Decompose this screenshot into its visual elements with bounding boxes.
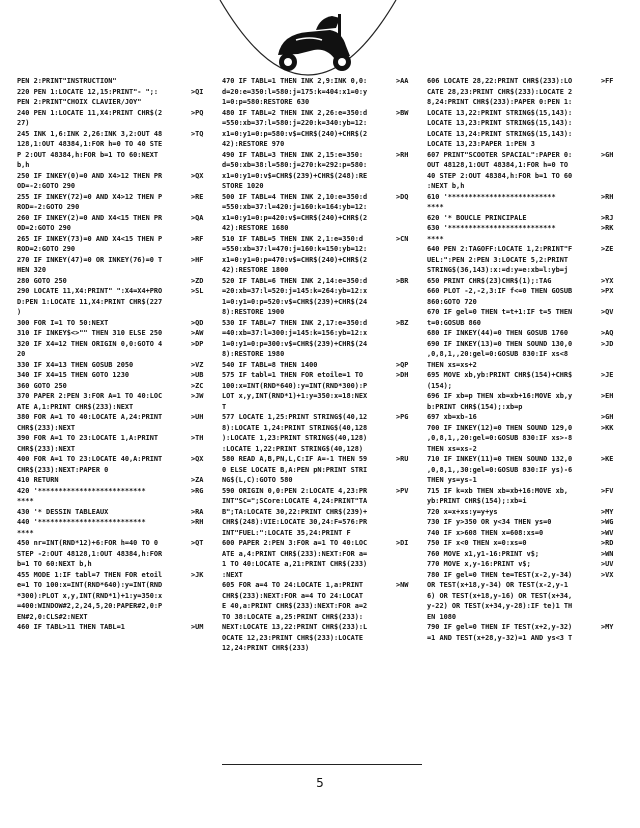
code-line: 8):RESTORE 1980 — [222, 350, 285, 358]
code-line: d=20:e=350:l=580:j=175:k=404:x1=0:y — [222, 87, 368, 96]
code-line: 1=0:y1=0:p=300:v$=CHR$(239)+CHR$(24 — [222, 339, 368, 348]
code-line: 128,1:OUT 48384,1:FOR h=0 TO 40 STE — [17, 140, 163, 148]
code-line: 610 '************************** >RH — [427, 192, 614, 201]
code-line: ,0,8,1,,20:gel=0:GOSUB 830:IF xs<8 — [427, 350, 569, 358]
code-line: ,0,8,1,,20:gel=0:GOSUB 830:IF xs>-8 — [427, 434, 573, 442]
code-line: OCATE 12,23:PRINT CHR$(233):LOCATE — [222, 633, 364, 642]
code-line: CHR$(233):NEXT — [17, 423, 76, 432]
code-line: 715 IF k=xb THEN xb=xb+16:MOVE xb, >FV — [427, 486, 614, 495]
code-line: 260 IF INKEY(2)=0 AND X4<15 THEN PR >QA — [17, 213, 204, 222]
code-line: 255 IF INKEY(72)=0 AND X4>12 THEN P >RE — [17, 192, 204, 201]
code-line: 697 xb=xb-16 >GH — [427, 413, 614, 421]
code-line: 580 READ A,B,PN,L,C:IF A=-1 THEN 59 >RU — [222, 455, 409, 463]
code-line: 330 IF X4=13 THEN GOSUB 2050 >VZ — [17, 360, 204, 369]
code-line: LOCATE 13,23:PRINT STRING$(15,143): — [427, 119, 573, 127]
code-line: 40 STEP 2:OUT 48384,h:FOR b=1 TO 60 — [427, 171, 573, 180]
code-line: 265 IF INKEY(73)=0 AND X4<15 THEN P >RF — [17, 234, 204, 243]
code-line: b,h — [17, 161, 30, 169]
code-line: 340 IF X4=15 THEN GOTO 1230 >UB — [17, 371, 204, 379]
code-line: 607 PRINT"SCOOTER SPACIAL":PAPER 0: >GH — [427, 150, 614, 159]
code-line: 540 IF TABL=8 THEN 1400 >QP — [222, 360, 409, 369]
code-line: =40:xb=37:l=300:j=145:k=156:yb=12:x — [222, 329, 368, 337]
code-line: :LOCATE 1,22:PRINT STRING$(40,128) — [222, 444, 364, 453]
code-line: 780 IF gel=0 THEN te=TEST(x-2,y-34) >VX — [427, 570, 614, 579]
code-line: B";TA:LOCATE 30,22:PRINT CHR$(239)+ — [222, 507, 368, 516]
code-line: y-22) OR TEST(x+34,y-28):IF te)1 TH — [427, 602, 573, 610]
code-line: LOCATE 13,24:PRINT STRING$(15,143): — [427, 129, 573, 138]
code-line: 790 IF gel=0 THEN IF TEST(x+2,y-32) >MY — [427, 623, 614, 631]
code-line: EN 1080 — [427, 612, 457, 621]
code-line: x1=0:y1=0:p=580:v$=CHR$(240)+CHR$(2 — [222, 129, 368, 138]
code-line: 700 IF INKEY(12)=0 THEN SOUND 129,0 >KK — [427, 423, 614, 432]
code-line: **** — [17, 528, 34, 537]
code-line: ATE A,1:PRINT CHR$(233):NEXT — [17, 402, 134, 411]
code-line: PEN 2:PRINT"CHOIX CLAVIER/JOY" — [17, 98, 142, 106]
code-line: **** — [17, 497, 34, 505]
code-line: 430 '* DESSIN TABLEAUX >RA — [17, 507, 204, 516]
code-line: 250 IF INKEY(0)=0 AND X4>12 THEN PR >QX — [17, 171, 204, 180]
code-line: 530 IF TABL=7 THEN INK 2,17:e=350:d >BZ — [222, 318, 409, 327]
code-line: E 40,a:PRINT CHR$(233):NEXT:FOR a=2 — [222, 602, 368, 610]
code-line: t=0:GOSUB 860 — [427, 318, 481, 327]
code-line: ATE a,4:PRINT CHR$(233):NEXT:FOR a= — [222, 549, 368, 558]
code-line: 310 IF INKEY$<>"" THEN 310 ELSE 250 >AW — [17, 329, 204, 337]
code-line: 440 '************************** >RH — [17, 518, 204, 526]
code-line: 606 LOCATE 28,22:PRINT CHR$(233):LO >FF — [427, 77, 614, 85]
code-line: 630 '************************** >RK — [427, 224, 614, 232]
code-line: :NEXT — [222, 570, 243, 579]
code-line: =550:xb=37:l=420:j=160:k=164:yb=12: — [222, 203, 368, 211]
code-line: 470 IF TABL=1 THEN INK 2,9:INK 0,0: >AA — [222, 77, 409, 85]
code-line: ):LOCATE 1,23:PRINT STRING$(40,128) — [222, 434, 368, 442]
page-number: 5 — [316, 776, 324, 790]
code-line: THEN ys=ys-1 — [427, 476, 477, 484]
code-line: 0 ELSE LOCATE B,A:PEN pN:PRINT STRI — [222, 465, 368, 474]
code-line: b=1 TO 60:NEXT b,h — [17, 560, 92, 568]
code-line: d=50:xb=38:l=580:j=270:k=292:p=580: — [222, 161, 368, 169]
code-line: 450 nr=INT(RND*12)+6:FOR h=40 TO 0 >QT — [17, 539, 204, 547]
code-line: ROD=2:GOTO 290 — [17, 245, 76, 253]
listing-column-3 — [427, 76, 625, 643]
code-line: 640 PEN 2:TAGOFF:LOCATE 1,2:PRINT"F >ZE — [427, 245, 614, 253]
code-line: 1=0:p=580:RESTORE 630 — [222, 98, 310, 106]
code-line: INT"SC=";SCore:LOCATE 4,24:PRINT"TA — [222, 497, 368, 505]
code-line: 390 FOR A=1 TO 23:LOCATE 1,A:PRINT >TH — [17, 434, 204, 442]
code-line: OUT 48128,1:OUT 48384,1:FOR h=0 TO — [427, 161, 569, 169]
code-line: 27) — [17, 119, 30, 127]
code-line: x1=0:y1=0:v$=CHR$(239)+CHR$(248):RE — [222, 171, 368, 180]
code-line: 500 IF TABL=4 THEN INK 2,10:e=350:d >DQ — [222, 192, 409, 201]
code-line: UEL:":PEN 2:PEN 3:LOCATE 5,2:PRINT — [427, 255, 569, 264]
code-line: CATE 28,23:PRINT CHR$(233):LOCATE 2 — [427, 87, 573, 96]
code-line: STEP -2:OUT 48128,1:OUT 48384,h:FOR — [17, 549, 163, 558]
code-line: 696 IF xb=p THEN xb=xb+16:MOVE xb,y >EH — [427, 392, 614, 400]
code-line: 695 MOVE xb,yb:PRINT CHR$(154)+CHR$ >JE — [427, 371, 614, 379]
code-line: 240 PEN 1:LOCATE 11,X4:PRINT CHR$(2 >PQ — [17, 108, 204, 117]
code-line: 320 IF X4=12 THEN ORIGIN 0,0:GOTO 4 >DP — [17, 339, 204, 348]
code-line: ) — [17, 308, 22, 316]
code-line: 577 LOCATE 1,25:PRINT STRING$(40,12 >PG — [222, 413, 409, 421]
code-line: 670 IF gel=0 THEN t=t+1:IF t=5 THEN >QV — [427, 308, 614, 316]
code-line: 280 GOTO 250 >ZD — [17, 276, 204, 285]
code-line: TO 38:LOCATE a,25:PRINT CHR$(233): — [222, 612, 364, 621]
code-line: LOT x,y,INT(RND*1)+1:y=350:x=18:NEX — [222, 392, 368, 400]
code-line: CHR$(233):NEXT — [17, 444, 76, 453]
code-line: 42):RESTORE 1680 — [222, 224, 289, 232]
code-line: =20:xb=37:l=520:j=145:k=264:yb=12:x — [222, 287, 368, 295]
code-line: 770 MOVE x,y-16:PRINT v$; >UV — [427, 560, 614, 568]
code-line: INT"FUEL:":LOCATE 35,24:PRINT F — [222, 528, 351, 537]
code-line: x1=0:y1=0:p=420:v$=CHR$(240)+CHR$(2 — [222, 213, 368, 222]
footer-rule — [222, 764, 422, 765]
code-line: HEN 320 — [17, 266, 47, 274]
code-line: 1=0:y1=0:p=520:v$=CHR$(239)+CHR$(24 — [222, 297, 368, 306]
code-line: **** — [427, 234, 444, 243]
code-line: 270 IF INKEY(47)=0 OR INKEY(76)=0 T >HF — [17, 255, 204, 264]
code-line: 730 IF y>350 OR y<34 THEN ys=0 >WG — [427, 518, 614, 526]
code-line: 8,24:PRINT CHR$(233):PAPER 0:PEN 1: — [427, 98, 573, 106]
code-line: LOCATE 13,23:PAPER 1:PEN 3 — [427, 140, 535, 148]
code-line: 42):RESTORE 970 — [222, 140, 285, 148]
code-line: 690 IF INKEY(13)=0 THEN SOUND 130,0 >JD — [427, 339, 614, 348]
code-line: =550:xb=37:l=470:j=160:k=150:yb=12: — [222, 245, 368, 253]
code-line: 20 — [17, 350, 26, 358]
code-line: OD=-2:GOTO 290 — [17, 182, 76, 190]
code-line: 8):LOCATE 1,24:PRINT STRING$(40,128 — [222, 423, 368, 432]
code-line: 410 RETURN >ZA — [17, 476, 204, 484]
code-line: 480 IF TABL=2 THEN INK 2,26:e=350:d >BW — [222, 108, 409, 117]
code-line: 1 TO 40:LOCATE a,21:PRINT CHR$(233) — [222, 560, 368, 568]
code-line: NG$(L,C):GOTO 580 — [222, 476, 293, 484]
code-line: EN#2,0:CLS#2:NEXT — [17, 612, 88, 621]
code-line: 520 IF TABL=6 THEN INK 2,14:e=350:d >BR — [222, 276, 409, 285]
code-line: 370 PAPER 2:PEN 3:FOR A=1 TO 40:LOC >JW — [17, 392, 204, 400]
code-line: D:PEN 1:LOCATE 11,X4:PRINT CHR$(227 — [17, 297, 163, 306]
code-line: 680 IF INKEY(44)=0 THEN GOSUB 1760 >AQ — [427, 329, 614, 337]
code-line: P 2:OUT 48384,h:FOR b=1 TO 60:NEXT — [17, 150, 159, 159]
code-line: 490 IF TABL=3 THEN INK 2,15:e=350: >RH — [222, 150, 409, 159]
code-line: 420 '************************** >RG — [17, 486, 204, 495]
code-line: NEXT:LOCATE 13,22:PRINT CHR$(233):L — [222, 623, 368, 631]
code-line: =1 AND TEST(x+28,y-32)=1 AND ys<3 T — [427, 633, 573, 642]
code-line: ROD=-2:GOTO 290 — [17, 203, 80, 211]
code-line: 8):RESTORE 1900 — [222, 308, 285, 316]
code-line: 750 IF x<0 THEN x=0:xs=0 >RD — [427, 539, 614, 547]
code-line: THEN xs=xs-2 — [427, 444, 477, 453]
code-line: STRING$(36,143):x:=d:y=e:xb=l:yb=j — [427, 266, 569, 274]
code-line: CHR$(233):NEXT:FOR a=4 TO 24:LOCAT — [222, 591, 364, 600]
code-line: T — [222, 402, 227, 411]
code-line: OR TEST(x+18,y-34) OR TEST(x-2,y-1 — [427, 581, 569, 589]
code-line: STORE 1020 — [222, 182, 264, 190]
code-line: CHR$(233):NEXT:PAPER 0 — [17, 465, 109, 474]
code-line: e=1 TO 100:x=INT(RND*640):y=INT(RND — [17, 581, 163, 589]
code-line: =400:WINDOW#2,2,24,5,20:PAPER#2,0:P — [17, 602, 163, 610]
code-line: :NEXT b,h — [427, 182, 465, 190]
code-line: 460 IF TABL>11 THEN TABL=1 >UM — [17, 623, 204, 631]
code-line: 290 LOCATE 11,X4:PRINT" ":X4=X4+PRO >SL — [17, 287, 204, 295]
code-line: =550:xb=37:l=580:j=220:k=340:yb=12: — [222, 119, 368, 127]
code-line: *300):PLOT x,y,INT(RND*1)+1:y=350:x — [17, 591, 163, 600]
code-line: 100:x=INT(RND*640):y=INT(RND*300):P — [222, 381, 368, 390]
code-line: 360 GOTO 250 >ZC — [17, 381, 204, 390]
code-line: 380 FOR A=1 TO 40:LOCATE A,24:PRINT >UH — [17, 413, 204, 421]
code-line: 650 PRINT CHR$(23)CHR$(1);:TAG >YX — [427, 276, 614, 285]
code-line: 600 PAPER 2:PEN 3:FOR a=1 TO 40:LOC >DI — [222, 539, 409, 547]
code-line: x1=0:y1=0:p=470:v$=CHR$(240)+CHR$(2 — [222, 255, 368, 264]
code-line: 42):RESTORE 1800 — [222, 266, 289, 274]
code-line: b:PRINT CHR$(154);:xb=p — [427, 402, 523, 411]
code-line: 455 MODE 1:IF tabl=7 THEN FOR etoil >JK — [17, 570, 204, 579]
code-line: 12,24:PRINT CHR$(233) — [222, 644, 310, 652]
code-line: (154); — [427, 381, 452, 390]
listing-column-1 — [17, 76, 215, 633]
code-line: 220 PEN 1:LOCATE 12,15:PRINT"- ";: >QI — [17, 87, 204, 96]
code-line: 605 FOR a=4 TO 24:LOCATE 1,a:PRINT >NW — [222, 581, 409, 589]
code-line: OD=2:GOTO 290 — [17, 224, 71, 232]
code-line: 860:GOTO 720 — [427, 297, 477, 306]
code-line: 740 IF x>608 THEN x=608:xs=0 >WV — [427, 528, 614, 537]
code-line: LOCATE 13,22:PRINT STRING$(15,143): — [427, 108, 573, 117]
code-line: 575 IF tabl=1 THEN FOR etoile=1 TO >DH — [222, 371, 409, 379]
code-line: 760 MOVE x1,y1-16:PRINT v$; >WN — [427, 549, 614, 558]
code-line: ,0,8,1,,30:gel=0:GOSUB 830:IF ys)-6 — [427, 465, 573, 474]
code-line: 660 PLOT -2,-2,3:IF f<=0 THEN GOSUB >PX — [427, 287, 614, 295]
code-line: 245 INK 1,6:INK 2,26:INK 3,2:OUT 48 >TQ — [17, 129, 204, 138]
code-line: 510 IF TABL=5 THEN INK 2,1:e=350:d >CN — [222, 234, 409, 243]
code-line: 6) OR TEST(x+18,y-16) OR TEST(x+34, — [427, 591, 573, 600]
code-line: THEN xs=xs+2 — [427, 360, 477, 369]
code-line: CHR$(248):VIE:LOCATE 30,24:F=576:PR — [222, 518, 368, 526]
code-line: 400 FOR A=1 TO 23:LOCATE 40,A:PRINT >QX — [17, 455, 204, 463]
code-line: **** — [427, 203, 444, 211]
listing-column-2 — [222, 76, 420, 654]
code-line: 620 '* BOUCLE PRINCIPALE >RJ — [427, 213, 614, 222]
code-line: yb:PRINT CHR$(154);:xb=i — [427, 497, 527, 505]
code-line: 710 IF INKEY(11)=0 THEN SOUND 132,0 >KE — [427, 455, 614, 463]
code-line: 590 ORIGIN 0,0:PEN 2:LOCATE 4,23:PR >PV — [222, 486, 409, 495]
code-line: 300 FOR I=1 TO 50:NEXT >QD — [17, 318, 204, 327]
code-line: 720 x=x+xs:y=y+ys >MY — [427, 507, 614, 516]
code-line: PEN 2:PRINT"INSTRUCTION" — [17, 77, 117, 85]
